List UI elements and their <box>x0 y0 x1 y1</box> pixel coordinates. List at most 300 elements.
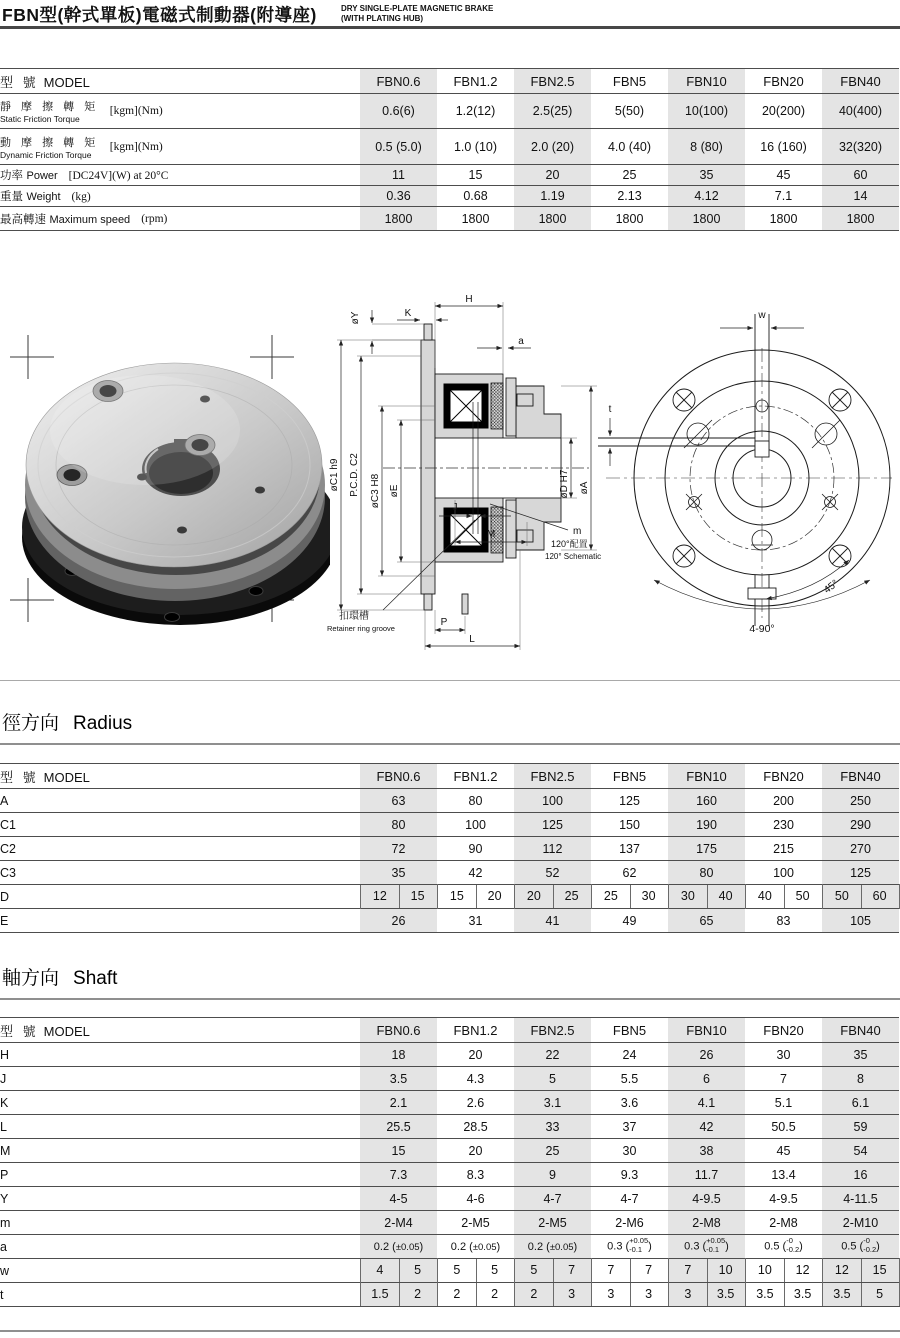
dim-H-label: H <box>465 294 473 305</box>
dim-value: 4-7 <box>514 1187 591 1211</box>
dim-value: 5.5 <box>591 1067 668 1091</box>
dim-value: 2-M4 <box>360 1211 437 1235</box>
dim-label: M <box>0 1139 360 1163</box>
dim-E-label: øE <box>389 484 400 498</box>
spec-value: 45 <box>745 165 822 186</box>
dim-value: 2.6 <box>437 1091 514 1115</box>
model-col-header: FBN2.5 <box>514 764 591 789</box>
model-label-en: MODEL <box>43 1023 90 1039</box>
spec-value: 1800 <box>745 207 822 231</box>
dim-value: 9 <box>514 1163 591 1187</box>
dim-value: 2 <box>476 1283 513 1306</box>
dim-label: a <box>0 1235 360 1259</box>
dim-value: 63 <box>360 789 437 813</box>
dim-value-pair <box>668 1283 745 1307</box>
dim-D-label: øD H7 <box>559 469 570 499</box>
dim-value: 15 <box>861 1259 898 1282</box>
model-col-header: FBN20 <box>745 764 822 789</box>
dim-value: 37 <box>591 1115 668 1139</box>
dim-value: 52 <box>514 861 591 885</box>
dim-value: 4.1 <box>668 1091 745 1115</box>
dim-label: t <box>0 1283 360 1307</box>
spec-value: 1800 <box>668 207 745 231</box>
spec-value: 10(100) <box>668 94 745 129</box>
front-view-drawing <box>590 288 900 658</box>
dim-value-pair <box>514 885 591 909</box>
spec-label <box>0 94 360 129</box>
dim-value-pair <box>822 1259 899 1283</box>
dim-value: 40 <box>707 885 744 908</box>
spec-value: 14 <box>822 186 899 207</box>
model-col-header: FBN0.6 <box>360 1018 437 1043</box>
dim-value: 2-M5 <box>514 1211 591 1235</box>
dim-value: 2 <box>530 1287 538 1301</box>
dim-value: 4-9.5 <box>745 1187 822 1211</box>
dim-value: 5 <box>453 1263 461 1277</box>
dim-label: H <box>0 1043 360 1067</box>
dim-value: 11.7 <box>668 1163 745 1187</box>
spec-label-zh: 功率 <box>0 170 23 182</box>
dim-value: 5 <box>530 1263 538 1277</box>
dim-C2-label: P.C.D. C2 <box>349 453 360 497</box>
dim-value: 35 <box>360 861 437 885</box>
dim-row <box>0 1187 899 1211</box>
dim-value: 4-5 <box>360 1187 437 1211</box>
dim-label: m <box>0 1211 360 1235</box>
dim-value: 15 <box>449 889 464 903</box>
dim-value: 2-M8 <box>668 1211 745 1235</box>
angle-45-label: 45° <box>822 578 841 597</box>
spec-value: 7.1 <box>745 186 822 207</box>
spec-row <box>0 94 899 129</box>
spec-value: 32(320) <box>822 129 899 165</box>
dim-value: 50.5 <box>745 1115 822 1139</box>
dim-value: 45 <box>745 1139 822 1163</box>
spec-label-zh: 最高轉速 <box>0 213 46 226</box>
dim-value: 35 <box>822 1043 899 1067</box>
spec-unit: [DC24V](W) at 20°C <box>68 169 169 182</box>
model-col-header: FBN0.6 <box>360 764 437 789</box>
dim-value: 83 <box>745 909 822 933</box>
dim-value: 7.3 <box>360 1163 437 1187</box>
dim-value-tolerance: 0.2 (±0.05) <box>360 1235 437 1259</box>
dim-value: 100 <box>514 789 591 813</box>
dim-value: 65 <box>668 909 745 933</box>
spec-value: 5(50) <box>591 94 668 129</box>
dim-row <box>0 861 899 885</box>
cross-section-drawing <box>325 288 625 666</box>
dim-value: 12 <box>784 1259 821 1282</box>
model-label-en: MODEL <box>43 769 90 785</box>
spec-row <box>0 129 899 165</box>
dim-value: 12 <box>834 1263 849 1277</box>
spec-value: 1800 <box>822 207 899 231</box>
spec-value: 1800 <box>437 207 514 231</box>
dim-value: 100 <box>437 813 514 837</box>
dim-value-pair <box>745 1259 822 1283</box>
radius-heading-divider <box>0 743 900 745</box>
model-col-header: FBN40 <box>822 69 899 94</box>
retainer-label-en: Retainer ring groove <box>327 624 395 633</box>
brake-photo-illustration <box>22 363 330 625</box>
dim-value: 3.5 <box>360 1067 437 1091</box>
spec-value: 2.0 (20) <box>514 129 591 165</box>
dim-value-pair <box>822 1283 899 1307</box>
dim-value: 3 <box>553 1283 590 1306</box>
shaft-heading-zh: 軸方向 <box>2 968 60 989</box>
dim-row <box>0 789 899 813</box>
dim-label: P <box>0 1163 360 1187</box>
dim-value: 62 <box>591 861 668 885</box>
dim-value: 190 <box>668 813 745 837</box>
spec-value: 1.2(12) <box>437 94 514 129</box>
page-subtitle-line2: (WITH PLATING HUB) <box>341 14 424 24</box>
spec-unit: (rpm) <box>141 213 168 226</box>
dim-row <box>0 837 899 861</box>
spec-value: 0.6(6) <box>360 94 437 129</box>
spec-row <box>0 186 899 207</box>
spec-value: 8 (80) <box>668 129 745 165</box>
dim-value: 5 <box>861 1283 898 1306</box>
spec-value: 20 <box>514 165 591 186</box>
dim-value: 49 <box>591 909 668 933</box>
dim-w-label: w <box>758 310 766 321</box>
model-col-header: FBN2.5 <box>514 69 591 94</box>
dim-value: 3 <box>630 1283 667 1306</box>
dim-value: 31 <box>437 909 514 933</box>
spec-value: 20(200) <box>745 94 822 129</box>
dim-value: 3.5 <box>833 1287 851 1301</box>
dim-value: 30 <box>745 1043 822 1067</box>
model-col-header: FBN1.2 <box>437 764 514 789</box>
dim-value: 26 <box>360 909 437 933</box>
spec-value: 1800 <box>591 207 668 231</box>
dim-value: 28.5 <box>437 1115 514 1139</box>
model-header-row <box>0 1018 899 1043</box>
dim-value: 215 <box>745 837 822 861</box>
dim-value: 13.4 <box>745 1163 822 1187</box>
spec-value: 0.68 <box>437 186 514 207</box>
dim-value: 20 <box>526 889 541 903</box>
dim-m-label: m <box>573 526 582 537</box>
model-col-header: FBN1.2 <box>437 69 514 94</box>
page-subtitle <box>341 4 493 25</box>
spec-value: 4.12 <box>668 186 745 207</box>
dim-value-tolerance: 0.3 ( +0.05 -0.1 ) <box>668 1235 745 1259</box>
dim-value: 125 <box>822 861 899 885</box>
dim-label: L <box>0 1115 360 1139</box>
spec-table <box>0 68 899 231</box>
dim-label: C3 <box>0 861 360 885</box>
dim-row <box>0 1091 899 1115</box>
model-header-row <box>0 69 899 94</box>
dim-value: 30 <box>591 1139 668 1163</box>
radius-section-heading <box>2 708 132 735</box>
dim-value: 5 <box>399 1259 436 1282</box>
dim-value-pair <box>437 1259 514 1283</box>
dim-M-label: M <box>486 529 496 540</box>
radius-heading-en: Radius <box>73 713 133 734</box>
spec-value: 40(400) <box>822 94 899 129</box>
dim-value: 4-9.5 <box>668 1187 745 1211</box>
model-col-header: FBN0.6 <box>360 69 437 94</box>
dim-value: 4-7 <box>591 1187 668 1211</box>
spec-value: 16 (160) <box>745 129 822 165</box>
keyway-and-shaft <box>598 314 776 626</box>
dim-value-pair <box>437 1283 514 1307</box>
dim-row <box>0 1283 899 1307</box>
dim-row <box>0 909 899 933</box>
model-header-label <box>0 69 360 94</box>
dim-value: 3.1 <box>514 1091 591 1115</box>
dim-value-pair <box>745 885 822 909</box>
dim-row <box>0 1163 899 1187</box>
front-labels <box>609 310 841 635</box>
dim-value: 7 <box>607 1263 615 1277</box>
page-title: FBN型(幹式單板)電磁式制動器(附導座) <box>2 5 317 25</box>
spec-value: 1.19 <box>514 186 591 207</box>
dim-value: 3.5 <box>756 1287 774 1301</box>
dim-value: 18 <box>360 1043 437 1067</box>
dim-value: 30 <box>680 889 695 903</box>
dim-label: E <box>0 909 360 933</box>
model-header-label <box>0 1018 360 1043</box>
spec-value: 35 <box>668 165 745 186</box>
dim-A-label: øA <box>579 481 590 495</box>
spec-label-text: 靜 摩 擦 轉 矩 Static Friction Torque <box>0 101 99 124</box>
dim-value-pair <box>668 885 745 909</box>
dim-t-label: t <box>608 404 612 415</box>
spec-label-en: Power <box>26 170 58 182</box>
dim-value: 5.1 <box>745 1091 822 1115</box>
dim-value: 50 <box>784 885 821 908</box>
dim-value: 3.5 <box>707 1283 744 1306</box>
dim-a-label: a <box>518 336 524 347</box>
dim-value: 125 <box>591 789 668 813</box>
radius-heading-zh: 徑方向 <box>2 713 60 734</box>
dim-value: 3.6 <box>591 1091 668 1115</box>
model-col-header: FBN5 <box>591 1018 668 1043</box>
dim-value: 25.5 <box>360 1115 437 1139</box>
dim-value: 105 <box>822 909 899 933</box>
dim-value-pair <box>514 1283 591 1307</box>
dim-value: 7 <box>553 1259 590 1282</box>
dim-value-tolerance: 0.2 (±0.05) <box>437 1235 514 1259</box>
dim-value-pair <box>591 885 668 909</box>
model-col-header: FBN10 <box>668 764 745 789</box>
radius-table <box>0 763 900 933</box>
spec-row <box>0 165 899 186</box>
dim-value: 3.5 <box>784 1283 821 1306</box>
dim-value: 41 <box>514 909 591 933</box>
spec-label-text: 動 摩 擦 轉 矩 Dynamic Friction Torque <box>0 136 99 160</box>
dim-value: 3 <box>607 1287 615 1301</box>
dim-value: 125 <box>514 813 591 837</box>
dim-value: 60 <box>861 885 898 908</box>
model-header-row <box>0 764 899 789</box>
spec-value: 60 <box>822 165 899 186</box>
shaft-table <box>0 1017 900 1307</box>
dim-value: 290 <box>822 813 899 837</box>
dim-row <box>0 1235 899 1259</box>
spec-label <box>0 129 360 165</box>
dim-value: 2-M5 <box>437 1211 514 1235</box>
spec-value: 15 <box>437 165 514 186</box>
dim-label: C2 <box>0 837 360 861</box>
retainer-label-zh: 扣環槽 <box>339 611 369 622</box>
dim-value-pair <box>591 1259 668 1283</box>
dim-value: 4-11.5 <box>822 1187 899 1211</box>
dim-value: 4 <box>376 1263 384 1277</box>
model-col-header: FBN10 <box>668 1018 745 1043</box>
dim-value: 4-6 <box>437 1187 514 1211</box>
dim-value: 2 <box>453 1287 461 1301</box>
dim-value: 90 <box>437 837 514 861</box>
page-bottom-divider <box>0 1330 900 1332</box>
dim-value: 1.5 <box>371 1287 389 1301</box>
dim-value: 4.3 <box>437 1067 514 1091</box>
spec-value: 1800 <box>514 207 591 231</box>
dim-value: 175 <box>668 837 745 861</box>
dim-value: 30 <box>630 885 667 908</box>
model-label-zh: 型 號 <box>0 1023 39 1039</box>
dim-value: 59 <box>822 1115 899 1139</box>
dim-value: 20 <box>476 885 513 908</box>
dim-label: A <box>0 789 360 813</box>
shaft-heading-divider <box>0 998 900 1000</box>
dim-value: 9.3 <box>591 1163 668 1187</box>
dim-value: 2-M8 <box>745 1211 822 1235</box>
dim-value: 50 <box>834 889 849 903</box>
dim-value: 15 <box>360 1139 437 1163</box>
dim-value: 10 <box>757 1263 772 1277</box>
model-label-en: MODEL <box>43 74 90 90</box>
dim-row <box>0 813 899 837</box>
dim-value: 22 <box>514 1043 591 1067</box>
dim-value: 80 <box>360 813 437 837</box>
model-col-header: FBN40 <box>822 764 899 789</box>
dim-value-pair <box>822 885 899 909</box>
dim-value: 6.1 <box>822 1091 899 1115</box>
dim-value: 42 <box>668 1115 745 1139</box>
dim-row <box>0 1211 899 1235</box>
dim-label: Y <box>0 1187 360 1211</box>
front-center-lines <box>606 348 892 618</box>
spec-unit: (kg) <box>71 190 91 203</box>
model-col-header: FBN20 <box>745 1018 822 1043</box>
shaft-section-heading <box>2 963 117 990</box>
spec-value: 2.5(25) <box>514 94 591 129</box>
spec-value: 25 <box>591 165 668 186</box>
dim-K-label: K <box>404 308 412 319</box>
dim-value: 80 <box>437 789 514 813</box>
dim-value-pair <box>591 1283 668 1307</box>
dim-value: 25 <box>603 889 618 903</box>
spec-label-en: Weight <box>26 191 61 203</box>
dim-value: 40 <box>757 889 772 903</box>
dim-value: 5 <box>476 1259 513 1282</box>
model-col-header: FBN10 <box>668 69 745 94</box>
dim-row <box>0 1139 899 1163</box>
dim-value: 150 <box>591 813 668 837</box>
spec-row <box>0 207 899 231</box>
dim-row <box>0 1067 899 1091</box>
model-label-zh: 型 號 <box>0 74 39 90</box>
dim-value-pair <box>360 1259 437 1283</box>
spec-value: 4.0 (40) <box>591 129 668 165</box>
dim-value: 7 <box>745 1067 822 1091</box>
dim-value: 33 <box>514 1115 591 1139</box>
model-label-zh: 型 號 <box>0 769 39 785</box>
model-col-header: FBN5 <box>591 69 668 94</box>
dim-value: 160 <box>668 789 745 813</box>
dim-value-pair <box>745 1283 822 1307</box>
dim-value: 20 <box>437 1139 514 1163</box>
model-col-header: FBN2.5 <box>514 1018 591 1043</box>
spec-label <box>0 186 360 207</box>
dim-value: 16 <box>822 1163 899 1187</box>
model-col-header: FBN20 <box>745 69 822 94</box>
dim-row <box>0 1115 899 1139</box>
dim-value: 10 <box>707 1259 744 1282</box>
spec-value: 2.13 <box>591 186 668 207</box>
dim-value: 137 <box>591 837 668 861</box>
spec-value: 11 <box>360 165 437 186</box>
model-col-header: FBN5 <box>591 764 668 789</box>
dim-C3-label: øC3 H8 <box>370 473 381 509</box>
dim-value: 270 <box>822 837 899 861</box>
dim-value: 2 <box>399 1283 436 1306</box>
model-col-header: FBN40 <box>822 1018 899 1043</box>
dim-L-label: L <box>469 634 475 645</box>
spec-unit: [kgm](Nm) <box>109 140 163 153</box>
model-header-label <box>0 764 360 789</box>
dim-value: 5 <box>514 1067 591 1091</box>
dim-value: 200 <box>745 789 822 813</box>
dim-value: 8 <box>822 1067 899 1091</box>
spec-unit: [kgm](Nm) <box>109 105 163 117</box>
spec-label-en: Maximum speed <box>49 213 131 226</box>
dim-value: 230 <box>745 813 822 837</box>
dim-value: 80 <box>668 861 745 885</box>
dim-label: J <box>0 1067 360 1091</box>
dim-value: 7 <box>684 1263 692 1277</box>
dim-value: 25 <box>553 885 590 908</box>
dim-value: 24 <box>591 1043 668 1067</box>
dim-value: 15 <box>399 885 436 908</box>
dim-row <box>0 885 899 909</box>
dim-value-pair <box>360 1283 437 1307</box>
dim-value: 7 <box>630 1259 667 1282</box>
dim-label: C1 <box>0 813 360 837</box>
dim-value-tolerance: 0.3 ( +0.05 -0.1 ) <box>591 1235 668 1259</box>
dim-value: 42 <box>437 861 514 885</box>
dim-value: 25 <box>514 1139 591 1163</box>
dim-value: 8.3 <box>437 1163 514 1187</box>
dim-value: 38 <box>668 1139 745 1163</box>
dim-row <box>0 1043 899 1067</box>
dim-value-tolerance: 0.2 (±0.05) <box>514 1235 591 1259</box>
dim-value: 72 <box>360 837 437 861</box>
dim-value: 3 <box>684 1287 692 1301</box>
dim-value: 2-M10 <box>822 1211 899 1235</box>
spec-value: 1.0 (10) <box>437 129 514 165</box>
spec-value: 0.5 (5.0) <box>360 129 437 165</box>
spec-value: 0.36 <box>360 186 437 207</box>
dim-P-label: P <box>440 617 448 628</box>
dim-value-tolerance: 0.5 ( -0 -0.2 ) <box>745 1235 822 1259</box>
shaft-heading-en: Shaft <box>73 968 118 989</box>
